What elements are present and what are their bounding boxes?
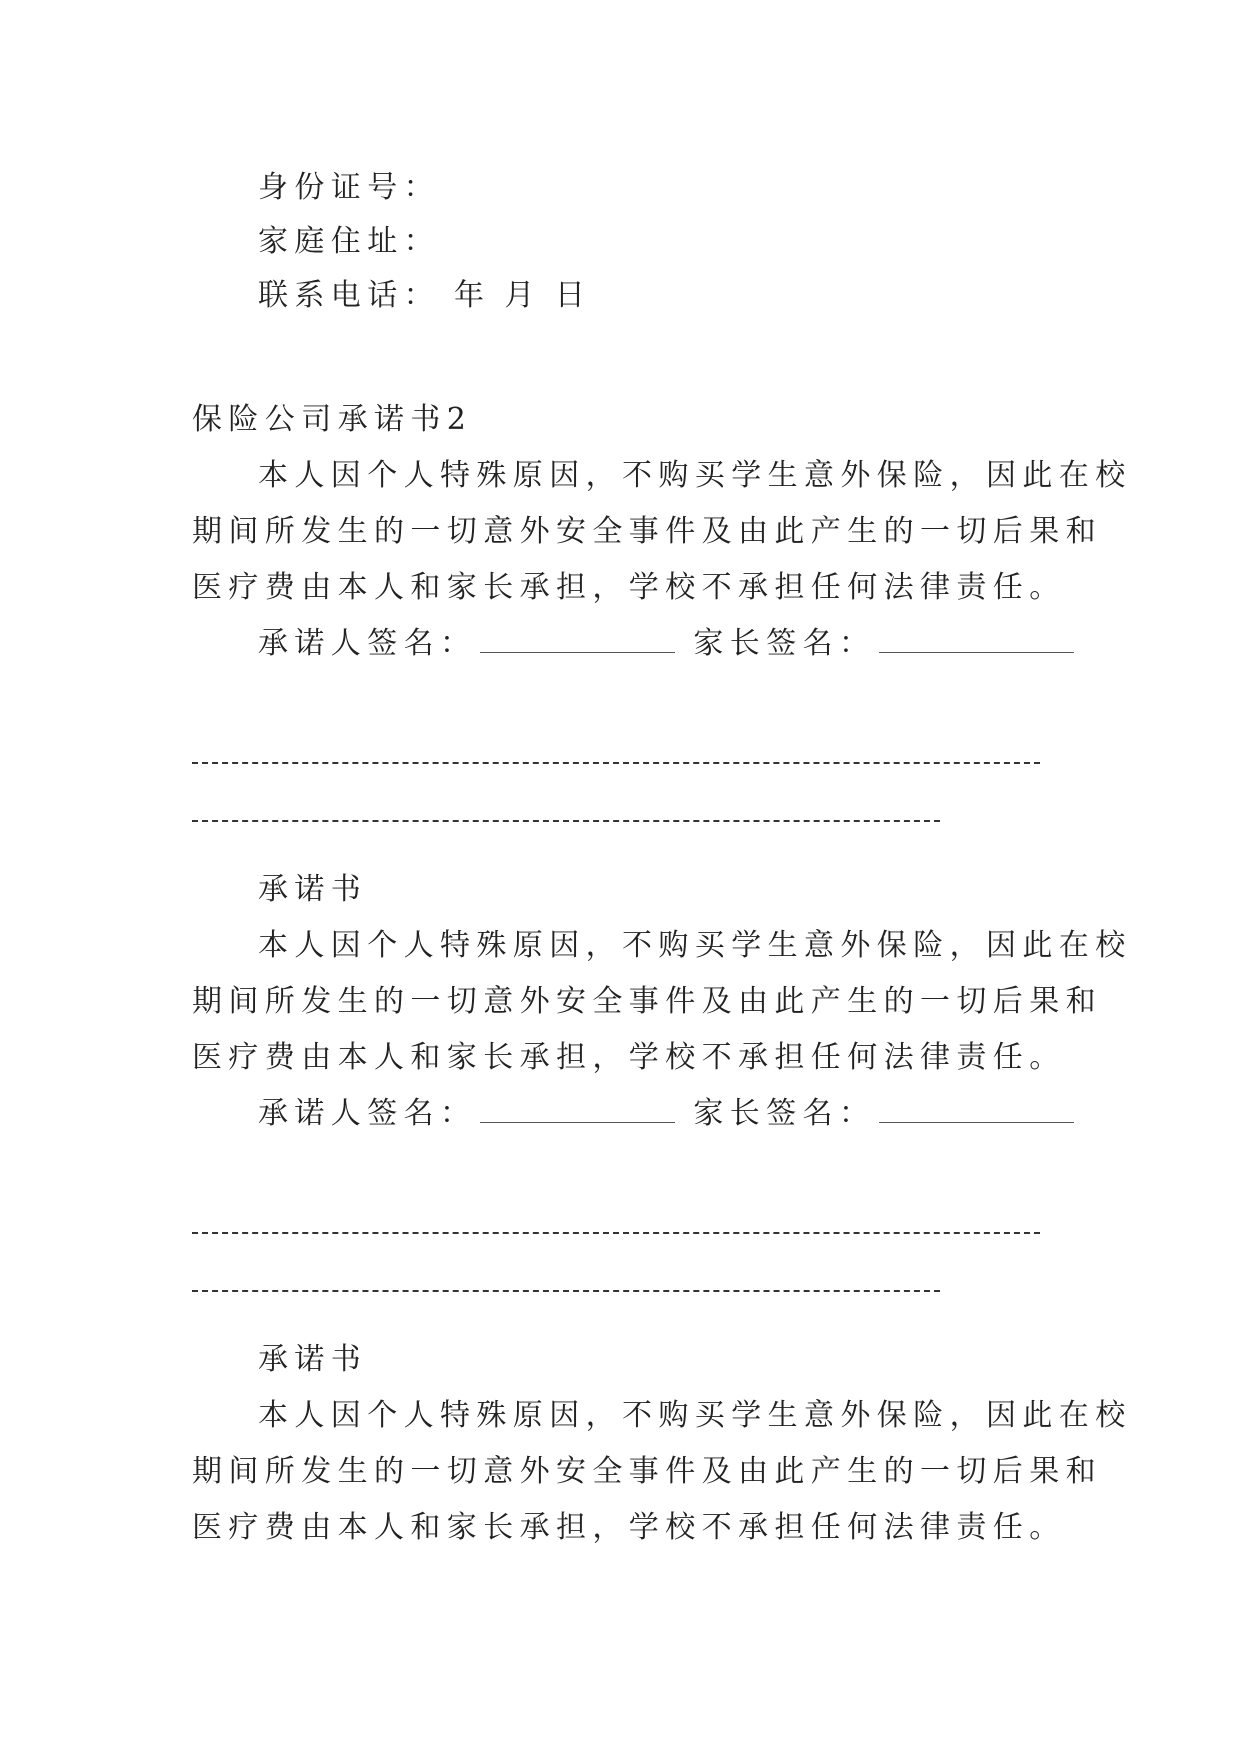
- signer-label: 承诺人签名：: [258, 626, 477, 661]
- section2-body-line-1: 本人因个人特殊原因，不购买学生意外保险，因此在校: [258, 458, 1132, 493]
- section3-body-line-2: 期间所发生的一切意外安全事件及由此产生的一切后果和: [192, 984, 1102, 1019]
- date-month: 月: [504, 278, 541, 313]
- id-number-label: 身份证号：: [258, 170, 440, 205]
- parent-signature-blank: [879, 630, 1074, 653]
- parent-label: 家长签名：: [693, 626, 876, 661]
- date-year: 年: [454, 278, 491, 313]
- section4-heading: 承诺书: [258, 1342, 368, 1377]
- divider-dashed-2a: [192, 1232, 1040, 1234]
- section2-body-line-2: 期间所发生的一切意外安全事件及由此产生的一切后果和: [192, 514, 1102, 549]
- parent-label: 家长签名：: [693, 1096, 876, 1131]
- section4-body-line-1: 本人因个人特殊原因，不购买学生意外保险，因此在校: [258, 1398, 1132, 1433]
- divider-dashed-1a: [192, 762, 1040, 764]
- section3-body-line-3: 医疗费由本人和家长承担，学校不承担任何法律责任。: [192, 1040, 1066, 1075]
- section3-signature-row: [258, 1094, 1074, 1134]
- section3-body-line-1: 本人因个人特殊原因，不购买学生意外保险，因此在校: [258, 928, 1132, 963]
- divider-dashed-1b: [192, 820, 940, 822]
- signer-label: 承诺人签名：: [258, 1096, 477, 1131]
- phone-label: 联系电话：: [258, 278, 440, 313]
- address-label: 家庭住址：: [258, 224, 440, 259]
- section3-heading: 承诺书: [258, 872, 368, 907]
- phone-date-row: [258, 276, 591, 316]
- section2-body-line-3: 医疗费由本人和家长承担，学校不承担任何法律责任。: [192, 570, 1066, 605]
- parent-signature-blank: [879, 1100, 1074, 1123]
- signer-signature-blank: [480, 630, 675, 653]
- section4-body-line-3: 医疗费由本人和家长承担，学校不承担任何法律责任。: [192, 1510, 1066, 1545]
- section4-body-line-2: 期间所发生的一切意外安全事件及由此产生的一切后果和: [192, 1454, 1102, 1489]
- section2-heading: 保险公司承诺书2: [192, 402, 473, 437]
- date-day: 日: [554, 278, 592, 313]
- divider-dashed-2b: [192, 1290, 940, 1292]
- section2-signature-row: [258, 624, 1074, 664]
- signer-signature-blank: [480, 1100, 675, 1123]
